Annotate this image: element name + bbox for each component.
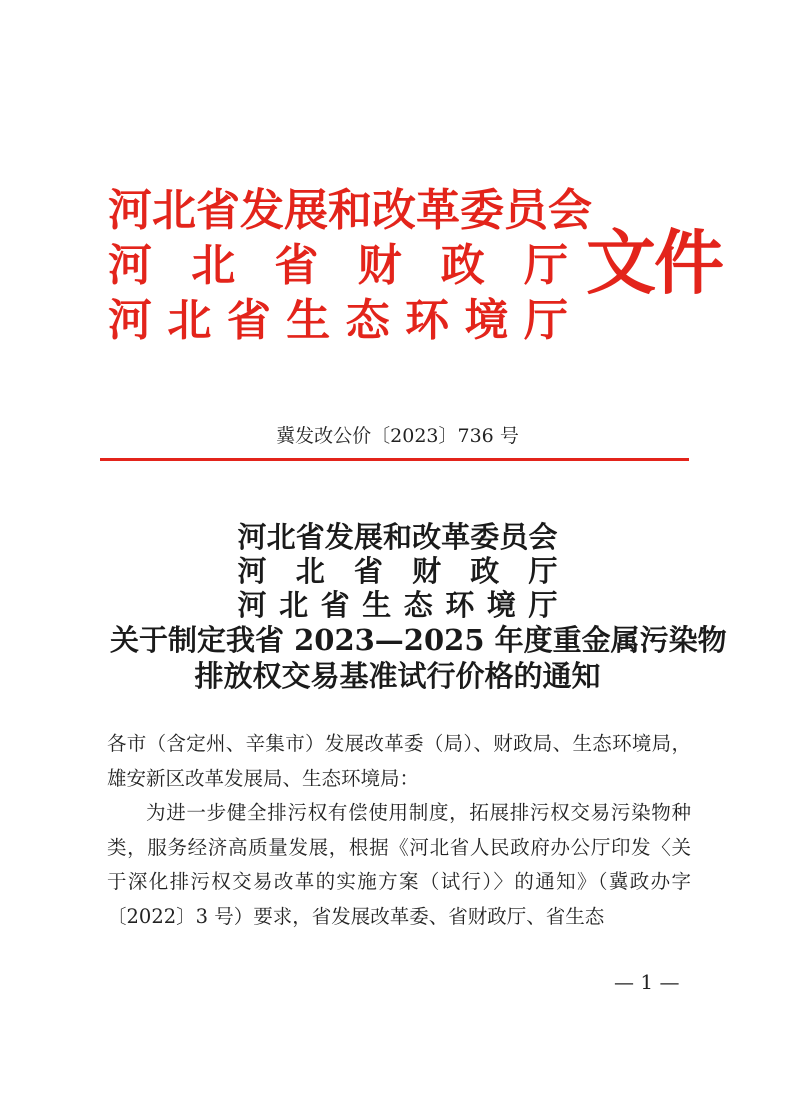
issuer-ecology [108, 293, 568, 348]
heading-char: 政 [470, 554, 500, 588]
document-number: 冀发改公价〔2023〕736 号 [276, 425, 519, 447]
heading-char: 展 [284, 185, 328, 236]
issuer-finance [108, 238, 568, 293]
heading-char: 环 [405, 295, 450, 346]
title-org-ndrc [238, 520, 558, 554]
heading-char: 厅 [523, 295, 568, 346]
title-org-finance [238, 554, 558, 588]
document-mark: 文件 [586, 221, 722, 304]
heading-char: 和 [382, 520, 412, 554]
heading-char: 省 [353, 554, 383, 588]
heading-char: 员 [499, 520, 529, 554]
heading-char: 厅 [528, 588, 558, 622]
heading-char: 发 [324, 520, 354, 554]
red-divider [100, 458, 689, 461]
heading-char: 会 [528, 520, 558, 554]
heading-char: 革 [441, 520, 471, 554]
heading-char: 河 [108, 295, 152, 346]
heading-char: 境 [464, 295, 509, 346]
heading-char: 省 [274, 240, 319, 291]
heading-char: 境 [486, 588, 516, 622]
heading-char: 河 [237, 520, 267, 554]
document-body [107, 727, 691, 934]
heading-char: 财 [412, 554, 442, 588]
heading-char: 财 [357, 240, 402, 291]
heading-char: 厅 [523, 240, 568, 291]
heading-char: 省 [320, 588, 350, 622]
issuer-ndrc [108, 183, 592, 238]
heading-char: 态 [403, 588, 433, 622]
heading-char: 北 [295, 554, 325, 588]
heading-char: 河 [108, 185, 152, 236]
heading-char: 革 [416, 185, 460, 236]
heading-char: 发 [240, 185, 284, 236]
title-subject-line-1: 关于制定我省 2023—2025 年度重金属污染物 [110, 623, 727, 657]
heading-char: 省 [295, 520, 325, 554]
title-org-ecology [238, 588, 558, 622]
title-subject-line-2: 排放权交易基准试行价格的通知 [194, 659, 601, 693]
heading-char: 厅 [528, 554, 558, 588]
heading-char: 北 [152, 185, 196, 236]
heading-char: 河 [108, 240, 152, 291]
document-header [108, 183, 722, 346]
heading-char: 省 [196, 185, 240, 236]
issuer-list [108, 183, 592, 348]
heading-char: 委 [470, 520, 500, 554]
heading-char: 政 [440, 240, 485, 291]
heading-char: 河 [237, 588, 267, 622]
heading-char: 展 [353, 520, 383, 554]
heading-char: 北 [167, 295, 212, 346]
heading-char: 委 [460, 185, 504, 236]
addressee: 各市（含定州、辛集市）发展改革委（局）、财政局、生态环境局，雄安新区改革发展局、生态环境局： [107, 732, 691, 790]
page-number: — 1 — [614, 970, 680, 994]
heading-char: 北 [266, 520, 296, 554]
heading-char: 生 [362, 588, 392, 622]
heading-char: 会 [548, 185, 592, 236]
heading-char: 改 [372, 185, 416, 236]
heading-char: 北 [191, 240, 236, 291]
heading-char: 和 [328, 185, 372, 236]
document-title [110, 520, 727, 694]
heading-char: 员 [504, 185, 548, 236]
heading-char: 北 [279, 588, 309, 622]
body-paragraph: 为进一步健全排污权有偿使用制度，拓展排污权交易污染物种类，服务经济高质量发展，根据《河北省人民政府办公厅印发〈关于深化排污权交易改革的实施方案（试行）〉的通知》（冀政办字〔2022〕3 号）要求，省发展改革委、省财政厅、省生态 [107, 801, 691, 928]
heading-char: 态 [345, 295, 390, 346]
heading-char: 环 [445, 588, 475, 622]
heading-char: 省 [226, 295, 271, 346]
heading-char: 改 [412, 520, 442, 554]
heading-char: 生 [286, 295, 331, 346]
heading-char: 河 [237, 554, 267, 588]
